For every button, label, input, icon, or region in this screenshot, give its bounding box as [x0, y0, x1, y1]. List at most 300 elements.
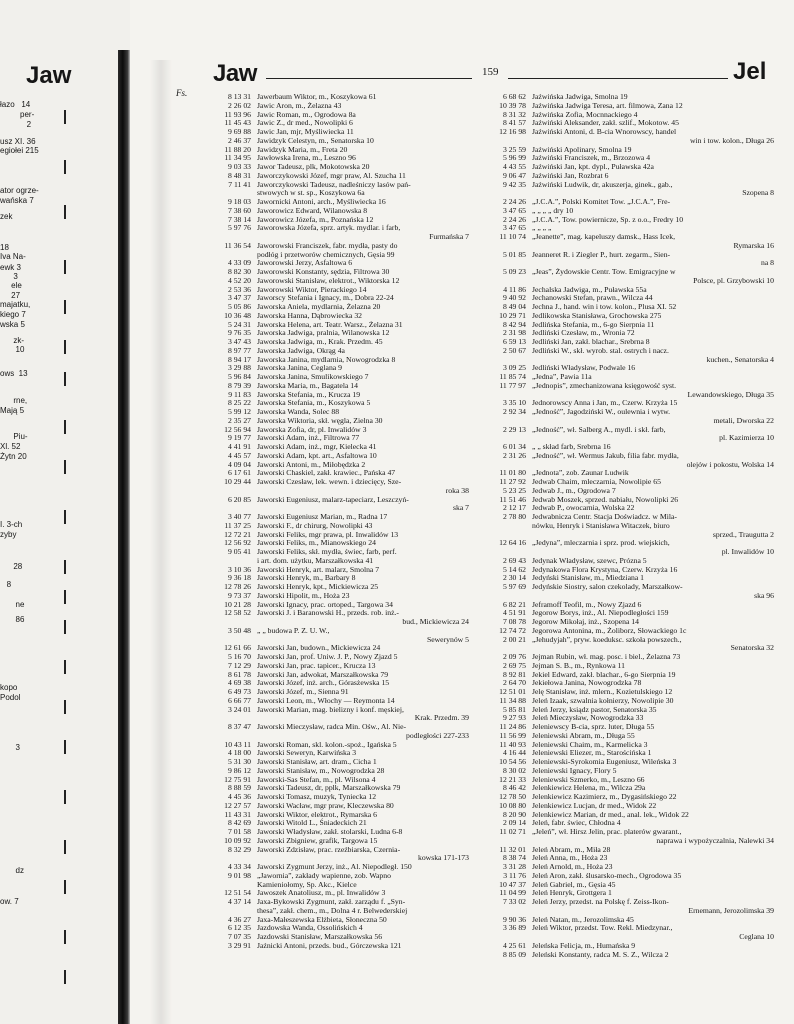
listing-text: Jawidzyk Celestyn, m., Senatorska 10 [257, 135, 374, 145]
listing-text: Jawor Tadeusz, plk, Mokotowska 20 [257, 162, 370, 171]
listing-text: Jaworski Jan, prac. tapicer., Krucza 13 [257, 660, 376, 670]
phone-number: 12 61 66 [224, 643, 251, 653]
listing-text: Jedyńskie Siostry, salon czekolady, Marszałkow- [532, 582, 683, 591]
entry-continuation: Ernemann, Jerozolimska 39 [688, 905, 774, 915]
listing-text: Jaworski Mieczysław, radca Min. Ośw., Al. Nie- [257, 722, 407, 731]
entry-continuation: bud., Mickiewicza 24 [402, 617, 469, 626]
phone-number: 4 51 91 [502, 608, 526, 618]
listing-text: Jelenkiewicz Helena, m., Wilcza 29a [532, 783, 646, 793]
listing-text: Jaworski Józef, m., Sienna 91 [257, 687, 349, 696]
phone-number: 11 36 54 [224, 240, 251, 250]
header-guide-word-right: Jel [733, 58, 767, 85]
listing-text: Jedwabnicza Centr. Stacja Doświadcz. w Mila- [532, 512, 677, 521]
listing-text: Jaworski Marian, mag. bielizny i konf. męskiej, [257, 704, 404, 714]
listing-text: „ „ „ „ [532, 223, 552, 233]
phone-number: 6 49 73 [227, 687, 251, 696]
phone-number: 11 02 71 [499, 827, 526, 836]
listing-text: Jechna J., hand. win i tow. kolon., Plusa XI. 52 [532, 302, 677, 311]
entry-continuation: Ceglana 10 [739, 932, 774, 941]
phone-number: 8 37 47 [227, 722, 251, 731]
phone-number: 7 33 02 [502, 897, 526, 906]
listing-text: Jaworska Jadwiga, Okrąg 4a [257, 345, 345, 355]
listing-text: Jeleń Wiktor, przedst. Tow. Rekl. Miedzynar., [532, 923, 673, 933]
phone-number: 2 50 67 [502, 345, 526, 355]
listing-text: Jawornicki Antoni, arch., Myśliwiecka 16 [257, 197, 386, 206]
listing-text: „Jednopis”, zmechanizowana księgowość syst. [532, 380, 677, 390]
phone-number: 10 36 48 [224, 310, 251, 320]
phone-number: 3 29 88 [227, 363, 251, 373]
previous-page-fragment: 86 [0, 615, 25, 624]
listing-text: Jeleń Aron, zakł. ślusarsko-mech., Ogrodowa 35 [532, 870, 682, 880]
listing-text: Jaworski F., dr chirurg, Nowolipki 43 [257, 520, 373, 530]
listing-text: Jeleń Izaak, szwalnia kołnierzy, Nowolipie 30 [532, 695, 674, 705]
entry-continuation: Szopena 8 [742, 188, 774, 198]
listing-text: Jaworowska Józefa, sprz. artyk. mydlar. i farb, [257, 223, 401, 233]
entry-continuation: Lewandowskiego, Długa 35 [687, 389, 774, 399]
previous-page-fragment: ow. 7 [0, 897, 19, 906]
phone-number: 3 50 48 [227, 625, 251, 635]
previous-page-fragment: 3 [0, 272, 18, 281]
previous-page-fragment: I. 3-ch [0, 520, 23, 529]
phone-number: 3 31 28 [502, 862, 526, 871]
entry-continuation: olejów i pokostu, Wolska 14 [686, 459, 774, 469]
listing-text: Jaworski Jan, adwokat, Marszałkowska 79 [257, 669, 389, 679]
directory-entry [482, 583, 774, 592]
listing-text: Jedwab J., m., Ogrodowa 7 [532, 485, 616, 495]
phone-number: 12 78 50 [499, 792, 526, 801]
phone-number: 8 85 09 [502, 949, 526, 959]
listing-text: Jelenkiewicz Lucjan, dr med., Widok 22 [532, 800, 657, 810]
phone-number: 9 36 18 [227, 573, 251, 583]
listing-text: „Jeas”, Żydowskie Centr. Tow. Emigracyjne w [532, 267, 676, 276]
listing-text: Jaworski Witold L., Śniadeckich 21 [257, 818, 367, 828]
listing-text: Jaźwiński Franciszek, m., Brzozowa 4 [532, 153, 651, 163]
phone-number: 12 51 01 [499, 687, 526, 696]
phone-number: 3 36 89 [502, 923, 526, 933]
margin-mark: Fs. [176, 88, 188, 98]
phone-number: 10 08 80 [499, 800, 526, 810]
phone-number: 4 45 57 [227, 450, 251, 460]
listing-text: Jaźwiński Jan, kpt. dypl., Puławska 42a [532, 162, 654, 171]
phone-number: 8 31 32 [502, 109, 526, 119]
entry-continuation: kuchen., Senatorska 4 [706, 354, 774, 364]
rule-tick [64, 420, 66, 434]
listing-text: Jaworska Helena, art. Teatr. Warsz., Żelazna 31 [257, 319, 403, 329]
previous-page-fragment: kopo [0, 683, 18, 692]
phone-number: 8 41 57 [502, 118, 526, 128]
phone-number: 7 38 60 [227, 205, 251, 215]
listing-text: Jaworski Adam, inż., mgr, Kielecka 41 [257, 442, 377, 451]
phone-number: 3 47 37 [227, 293, 251, 303]
phone-number: 2 31 98 [502, 328, 526, 338]
entry-continuation: Polsce, pl. Grzybowski 10 [693, 275, 774, 285]
phone-number: 3 11 76 [503, 870, 526, 880]
listing-text: Jegorow Borys, inż., Al. Niepodległości 159 [532, 608, 669, 618]
listing-text: Jawłowska Irena, m., Leszno 96 [257, 153, 356, 163]
phone-number: 8 61 78 [227, 669, 251, 679]
listing-text: Jazdowski Stanisław, Marszałkowska 56 [257, 932, 383, 941]
listing-text: „Jedność”, Jagodziński W., oulewnia i wytw. [532, 407, 671, 416]
listing-text: Jedlińska Stefania, m., 6-go Sierpnia 11 [532, 319, 655, 329]
listing-text: Jedliński W., skł. wyrob. stal. ostrych i nacz. [532, 345, 669, 355]
phone-number: 4 43 55 [502, 162, 526, 171]
listing-text: Jeleniewscy B-cia, sprz. luter, Długa 55 [532, 722, 655, 731]
phone-number: 9 90 36 [502, 914, 526, 924]
phone-number: 7 12 29 [227, 660, 251, 670]
phone-number: 10 09 92 [224, 835, 251, 845]
previous-page-fragment: Żytn 20 [0, 452, 27, 461]
previous-page-fragment: ewk 3 [0, 263, 21, 272]
listing-text: Jaworski Henryk, art. malarz, Smolna 7 [257, 564, 380, 574]
phone-number: 4 18 00 [227, 748, 251, 758]
entry-continuation: Furmańska 7 [429, 232, 469, 241]
rule-tick [64, 160, 66, 174]
rule-tick [64, 740, 66, 754]
listing-text: Jedwab P., owocarnia, Wolska 22 [532, 503, 635, 513]
listing-text: Jaworowski Konstanty, sędzia, Filtrowa 30 [257, 267, 390, 276]
phone-number: 3 10 36 [227, 564, 251, 574]
previous-page-fragment: 27 [0, 291, 21, 300]
listing-text: Jelę Stanisław, inż. mlern., Kozietulskiego 12 [532, 687, 673, 696]
rule-tick [64, 590, 66, 604]
listing-text: Jaworski Eugeniusz Marian, m., Radna 17 [257, 512, 388, 521]
entry-continuation: metali, Dworska 22 [713, 415, 774, 425]
phone-number: 10 29 44 [224, 477, 251, 486]
previous-page-fragment: Xl. 52 [0, 442, 21, 451]
listing-text: Jedynakowa Flora Krystyna, Czerw. Krzyża 16 [532, 564, 678, 574]
previous-page-fragment: 8 [0, 580, 12, 589]
phone-number: 4 33 34 [227, 862, 251, 871]
entry-continuation: Senatorska 32 [730, 643, 774, 653]
listing-text: Jeleniewski Ignacy, Flory 5 [532, 765, 617, 775]
previous-page-header: Jaw [26, 62, 72, 89]
phone-number: 2 53 36 [227, 284, 251, 294]
phone-number: 12 56 94 [224, 424, 251, 434]
directory-column-right [482, 93, 774, 959]
phone-number: 2 92 34 [502, 407, 526, 416]
listing-text: Jaźwińska Jadwiga, Smolna 19 [532, 92, 628, 101]
phone-number: 7 11 41 [228, 179, 251, 189]
listing-text: Jaworski Tadeusz, dr, pplk, Marszałkowska 79 [257, 783, 401, 793]
phone-number: 8 94 17 [227, 354, 251, 364]
entry-continuation: Krak. Przedm. 39 [414, 713, 469, 723]
phone-number: 6 82 21 [502, 599, 526, 609]
listing-text: Jeleń Jerzy, przedst. na Polskę f. Zeiss-Ikon- [532, 897, 669, 906]
previous-page-fragment: kiego 7 [0, 310, 26, 319]
rule-tick [64, 790, 66, 804]
phone-number: 5 31 30 [227, 757, 251, 766]
listing-text: Jaworska Wanda, Solec 88 [257, 407, 340, 416]
phone-number: 9 76 35 [227, 328, 251, 338]
listing-text: Jaźwiński Jan, Rozbrat 6 [532, 170, 609, 180]
listing-text: „J.C.A.”, Tow. powiernicze, Sp. z o.o., Fredry 10 [532, 214, 684, 224]
listing-text: Jelenkiewicz Marian, dr med., anal. lek., Widok 22 [532, 809, 689, 819]
listing-text: „ „ skład farb, Srebrna 16 [532, 442, 611, 451]
listing-text: Jekiełowa Janina, Nowogrodzka 78 [532, 678, 642, 688]
listing-text: Jeleń Gabriel, m., Gęsia 45 [532, 879, 616, 889]
header-rule-left [266, 78, 472, 79]
phone-number: 9 01 98 [227, 870, 251, 880]
phone-number: 5 14 62 [502, 564, 526, 574]
listing-text: Jeleniewski Abram, m., Długa 55 [532, 730, 635, 740]
phone-number: 9 40 92 [502, 293, 526, 303]
entry-continuation: sprzed., Traugutta 2 [712, 529, 774, 539]
listing-text: „Jawornia”, zakłady wapienne, zob. Wapno [257, 870, 391, 880]
listing-text: „Jeanette”, mag. kapeluszy damsk., Hass Icek, [532, 232, 676, 241]
phone-number: 9 03 33 [227, 162, 251, 171]
previous-page-fragment: egiołei 215 [0, 146, 39, 155]
phone-number: 8 42 69 [227, 818, 251, 828]
listing-text: Jawic Z., dr med., Nowolipki 6 [257, 118, 353, 128]
phone-number: 2 26 02 [227, 100, 251, 110]
phone-number: 7 08 78 [502, 617, 526, 626]
phone-number: 9 18 03 [227, 197, 251, 206]
listing-text: „Jedna”, Pawia 11a [532, 372, 592, 381]
previous-page-fragment: usz XI. 36 [0, 137, 36, 146]
phone-number: 8 82 30 [227, 267, 251, 276]
listing-text: Jaworska Stefania, m., Krucza 19 [257, 389, 361, 399]
listing-text: Jaworski Roman, skl. kolon.-spoż., Igańska 5 [257, 739, 397, 749]
listing-text: Jeleń Jerzy, ksiądz pastor, Senatorska 35 [532, 704, 657, 714]
listing-text: Jaworska Janina, Ceglana 9 [257, 363, 342, 373]
listing-text: Jeleń Mieczysław, Nowogrodzka 33 [532, 713, 644, 723]
listing-text: Jaźwińska Jadwiga Teresa, art. filmowa, Zana 12 [532, 100, 683, 110]
listing-text: Jaworski Stanisław, m., Nowogrodzka 28 [257, 765, 385, 775]
listing-text: „ „ budowa P. Z. U. W., [257, 625, 330, 635]
phone-number: 2 35 27 [227, 415, 251, 425]
rule-tick [64, 300, 66, 314]
listing-text: Jeleń Anna, m., Hoża 23 [532, 853, 608, 863]
rule-tick [64, 660, 66, 674]
phone-number: 2 09 76 [502, 652, 526, 661]
phone-number: 11 88 20 [224, 144, 251, 154]
listing-text: Jaworski Władysław, zakł. stolarski, Ludna 6-8 [257, 827, 403, 836]
phone-number: 9 27 93 [502, 713, 526, 723]
listing-text: Jaworski Jan, prof. Uniw. J. P., Nowy Zjazd 5 [257, 652, 398, 661]
phone-number: 8 42 94 [502, 319, 526, 329]
listing-text: Jaworska Janina, Smulikowskiego 7 [257, 372, 369, 381]
listing-text: Jazdowska Wanda, Ossolińskich 4 [257, 923, 363, 933]
phone-number: 4 37 14 [227, 897, 251, 906]
listing-text: Jaworski Leon, m., Włochy — Reymonta 14 [257, 695, 395, 705]
phone-number: 4 36 27 [227, 914, 251, 924]
phone-number: 11 27 92 [499, 477, 526, 486]
listing-text: Jaworski Feliks, m., Mianowskiego 24 [257, 538, 376, 548]
listing-text: „Jehudyjah”, pryw. koeduksc. szkoła powszech., [532, 634, 682, 644]
previous-page-fragment: 10 [0, 345, 25, 354]
phone-number: 5 05 86 [227, 302, 251, 311]
listing-text: Jeleń Abram, m., Miła 28 [532, 844, 611, 854]
phone-number: 12 74 72 [499, 625, 526, 635]
phone-number: 9 05 41 [227, 547, 251, 556]
previous-page-fragment: per- [0, 110, 35, 119]
listing-text: Jeleniewski-Syrokomia Eugeniusz, Wileńska 3 [532, 757, 677, 766]
listing-text: Jaźwiński Apolinary, Smolna 19 [532, 144, 632, 154]
directory-entry [482, 924, 774, 933]
phone-number: 2 69 75 [502, 660, 526, 670]
rule-tick [64, 620, 66, 634]
phone-number: 11 37 25 [224, 520, 251, 530]
listing-text: Jegorow Mikołaj, inż., Szopena 14 [532, 617, 639, 626]
rule-tick [64, 930, 66, 944]
phone-number: 12 21 33 [499, 774, 526, 784]
listing-text: Jaworski Tomasz, muzyk, Tyniecka 12 [257, 792, 377, 801]
phone-number: 11 32 01 [499, 844, 526, 854]
listing-text: Jaworowski Wiktor, Pierackiego 14 [257, 284, 367, 294]
phone-number: 6 20 85 [227, 494, 251, 504]
directory-entry [207, 942, 469, 951]
listing-text: Jeleniewski Chaim, m., Karmelicka 3 [532, 739, 648, 749]
phone-number: 4 52 20 [227, 275, 251, 285]
previous-page-fragment: ows 13 [0, 369, 28, 378]
listing-text: „Jedyna”, mleczarnia i sprz. prod. wiejskich, [532, 538, 670, 548]
entry-continuation: stwowych w st. sp., Koszykowa 6a [257, 188, 365, 198]
phone-number: 3 47 65 [502, 205, 526, 215]
listing-text: Jaworska Jadwiga, m., Krak. Przedm. 45 [257, 337, 383, 346]
phone-number: 4 41 91 [227, 442, 251, 451]
listing-text: Jaworski Zbigniew, grafik, Targowa 15 [257, 835, 378, 845]
phone-number: 8 97 77 [227, 345, 251, 355]
listing-text: Jeleński Konstanty, radca M. S. Z., Wilcza 2 [532, 949, 669, 959]
listing-text: „Jeleń”, wł. Hirsz Jelin, prac. platerów gwarant., [532, 827, 682, 836]
phone-number: 5 96 84 [227, 372, 251, 381]
listing-text: Jaworczykowski Tadeusz, nadleśniczy lasów pań- [257, 179, 411, 189]
listing-text: Jejman Rubin, wł. mag. posc. i biel., Żelazna 73 [532, 652, 681, 661]
listing-text: Jaworscy Stefania i Ignacy, m., Dobra 22-24 [257, 293, 394, 303]
listing-text: Jaworski Henryk, m., Barbary 8 [257, 573, 356, 583]
listing-text: Jekiel Edward, zakł. blachar., 6-go Sierpnia 19 [532, 669, 676, 679]
phone-number: 3 40 77 [227, 512, 251, 521]
listing-text: Jaxa-Małeszewska Elżbieta, Słoneczna 50 [257, 914, 387, 924]
listing-text: Jegorowa Antonina, m., Żoliborz, Słowackiego 1c [532, 625, 687, 635]
phone-number: 11 10 74 [499, 232, 526, 241]
phone-number: 4 69 38 [227, 678, 251, 688]
phone-number: 11 45 43 [224, 118, 251, 128]
listing-text: Jedliński Czesław, m., Wronia 72 [532, 328, 635, 338]
previous-page-fragment: wańska 7 [0, 196, 34, 205]
listing-text: Jaworski Jan, budown., Mickiewicza 24 [257, 643, 381, 653]
phone-number: 6 01 34 [502, 442, 526, 451]
phone-number: 2 30 14 [502, 573, 526, 583]
directory-entry [482, 951, 774, 960]
phone-number: 8 13 31 [227, 92, 251, 101]
previous-page-fragment: ne [0, 600, 25, 609]
listing-text: Jaworowski Stanisław, elektrot., Wiktorska 12 [257, 275, 400, 285]
phone-number: 12 56 92 [224, 538, 251, 548]
phone-number: 10 29 71 [499, 310, 526, 320]
directory-entry [207, 496, 469, 505]
listing-text: Jaworska Janina, mydlarnia, Nowogrodzka 8 [257, 354, 396, 364]
phone-number: 8 88 59 [227, 783, 251, 793]
phone-number: 3 47 65 [502, 223, 526, 233]
previous-page-fragment: ele [0, 281, 22, 290]
rule-tick [64, 880, 66, 894]
listing-text: Jejman S. B., m., Rynkowa 11 [532, 660, 625, 670]
listing-text: Jaworski Zygmunt Jerzy, inż., Al. Niepodległ. 150 [257, 862, 412, 871]
listing-text: Jaźwiński Aleksander, zakł. szlif., Mokotow. 45 [532, 118, 679, 128]
phone-number: 3 29 91 [227, 940, 251, 950]
listing-text: Jaworski Adam, inż., Filtrowa 77 [257, 433, 360, 443]
phone-number: 12 51 54 [224, 888, 251, 898]
entry-continuation: pl. Kazimierza 10 [719, 433, 774, 443]
listing-text: Jawic Aron, m., Żelazna 43 [257, 100, 342, 110]
phone-number: 11 01 80 [499, 468, 526, 478]
entry-continuation: Kamieniołomy, Sp. Akc., Kielce [257, 879, 357, 889]
phone-number: 7 01 58 [227, 827, 251, 836]
phone-number: 2 69 43 [502, 555, 526, 565]
listing-text: Jawoszek Anatoliusz, m., pl. Inwalidów 3 [257, 888, 386, 898]
directory-column-left [207, 93, 469, 951]
phone-number: 5 24 31 [227, 319, 251, 329]
listing-text: Jaworski Stanisław, art. dram., Cicha 1 [257, 757, 377, 766]
listing-text: Jaworski J. i Baranowski H., przeds. rob. inż.- [257, 608, 399, 618]
listing-text: Jedyński Stanisław, m., Miedziana 1 [532, 573, 645, 583]
phone-number: 2 29 13 [502, 424, 526, 434]
phone-number: 3 25 59 [502, 144, 526, 154]
phone-number: 9 11 83 [228, 389, 251, 399]
previous-page-fragment: rne, [0, 396, 28, 405]
entry-continuation: ska 7 [452, 503, 469, 513]
listing-text: Jawidzyk Maria, m., Freta 20 [257, 144, 348, 154]
previous-page-fragment: 18 [0, 243, 9, 252]
phone-number: 10 43 11 [224, 739, 251, 749]
rule-tick [64, 110, 66, 124]
listing-text: „Jedność”, wł. Salberg A., mydl. i skł. farb, [532, 424, 666, 434]
listing-text: Jeframoff Teofil, m., Nowy Zjazd 6 [532, 599, 642, 609]
phone-number: 9 69 88 [227, 127, 251, 136]
phone-number: 11 34 88 [499, 695, 526, 705]
listing-text: Jeleniewski Szmerko, m., Leszno 66 [532, 774, 645, 784]
directory-entry [482, 181, 774, 190]
previous-page-fragment: ator ogrze- [0, 186, 39, 195]
rule-tick [64, 372, 66, 386]
rule-tick [64, 260, 66, 274]
phone-number: 8 25 22 [227, 398, 251, 408]
phone-number: 4 25 61 [502, 940, 526, 950]
listing-text: Jelenkiewicz Kazimierz, m., Dygasińskiego 22 [532, 792, 677, 801]
listing-text: „Jednota”, zob. Zaunar Ludwik [532, 468, 629, 478]
phone-number: 3 47 43 [227, 337, 251, 346]
entry-continuation: win i tow. kolon., Długa 26 [689, 135, 774, 145]
listing-text: Jaworowicz Józefa, m., Poznańska 12 [257, 214, 374, 224]
phone-number: 11 40 93 [499, 739, 526, 749]
phone-number: 11 34 95 [224, 153, 251, 163]
rule-tick [64, 560, 66, 574]
listing-text: „ „ „ „ dry 10 [532, 205, 574, 215]
entry-continuation: na 8 [760, 258, 774, 268]
phone-number: 8 32 29 [227, 844, 251, 854]
listing-text: Jaworowski Jerzy, Asfaltowa 6 [257, 258, 353, 268]
listing-text: Jaworski Adam, kpt. art., Asfaltowa 10 [257, 450, 377, 460]
phone-number: 5 23 25 [502, 485, 526, 495]
listing-text: Jeleńska Felicja, m., Humańska 9 [532, 940, 636, 950]
phone-number: 2 24 26 [502, 197, 526, 206]
phone-number: 11 04 99 [499, 888, 526, 898]
listing-text: Jeleń Henryk, Grottgera 1 [532, 888, 612, 898]
previous-page-fragment: dz [0, 866, 25, 875]
phone-number: 8 30 02 [502, 765, 526, 775]
phone-number: 2 09 14 [502, 818, 526, 828]
listing-text: Jeleniewski Eliezer, m., Starościńska 1 [532, 748, 652, 758]
listing-text: Jedlikowska Stanisława, Grochowska 275 [532, 310, 662, 320]
phone-number: 10 47 37 [499, 879, 526, 889]
entry-continuation: naprawa i wypożyczalnia, Nalewki 34 [656, 835, 774, 845]
phone-number: 5 97 76 [227, 223, 251, 233]
listing-text: Jaźwiński Antoni, d. B-cia Wnorowscy, handel [532, 127, 677, 136]
phone-number: 7 38 14 [227, 214, 251, 224]
previous-page-fragment: majatku, [0, 300, 31, 309]
phone-number: 6 59 13 [502, 337, 526, 346]
